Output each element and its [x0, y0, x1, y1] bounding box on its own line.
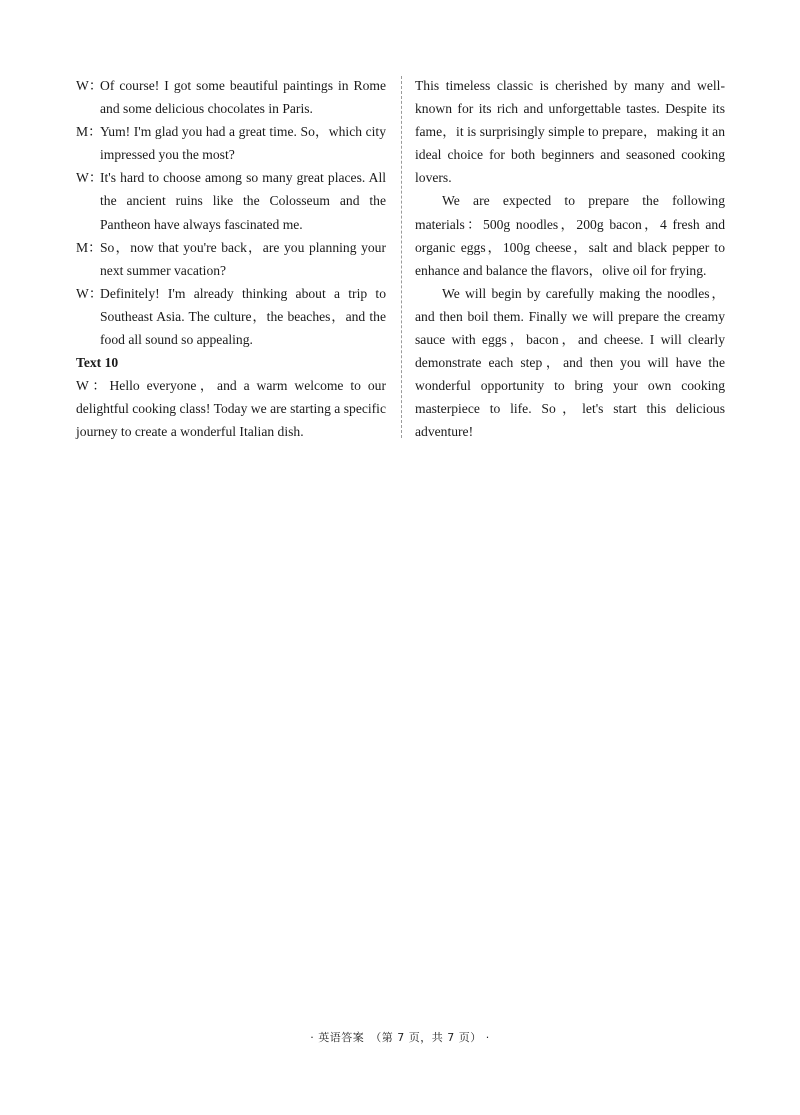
paragraph: We will begin by carefully making the noodles，and then boil them. Finally we will prepare the creamy sauce with eggs，bacon，and cheese. I will clearly demonstrate each step，and then you will have the wonderful opportunity to bring your own cooking masterpiece to life. So，let's start this delicious adventure!: [415, 285, 725, 440]
speaker-label: M：: [76, 239, 102, 255]
dialogue-text: Yum! I'm glad you had a great time. So，which city impressed you the most?: [100, 124, 386, 163]
dialogue-text: It's hard to choose among so many great places. All the ancient ruins like the Colosseum and the Pantheon have always fascinated me.: [100, 170, 386, 232]
dialogue-turn: [76, 74, 386, 120]
dialogue-text: So，now that you're back，are you planning your next summer vacation?: [100, 239, 386, 278]
section-heading: Text 10: [76, 355, 119, 371]
paragraph: We are expected to prepare the following materials：500g noodles，200g bacon，4 fresh and organic eggs，100g cheese，salt and black pepper to enhance and balance the flavors，olive oil for frying.: [415, 193, 725, 278]
dialogue-turn: [76, 166, 386, 235]
dialogue-text: Of course! I got some beautiful paintings in Rome and some delicious chocolates in Paris.: [100, 78, 386, 117]
dialogue-turn: [76, 282, 386, 351]
speaker-label: W：: [76, 285, 103, 301]
dialogue-turn: [76, 236, 386, 282]
paragraph: This timeless classic is cherished by many and well-known for its rich and unforgettable tastes. Despite its fame，it is surprisingly simple to prepare，making it an ideal choice for both beginners and seasoned cooking lovers.: [415, 78, 725, 186]
speaker-label: W：: [76, 78, 103, 93]
page-footer: · 英语答案 （第 7 页，共 7 页） ·: [310, 1031, 490, 1044]
dialogue-text: Definitely! I'm already thinking about a trip to Southeast Asia. The culture，the beaches，and the food all sound so appealing.: [100, 285, 386, 348]
text10-intro: W：Hello everyone，and a warm welcome to our delightful cooking class! Today we are starting a specific journey to create a wonderful Italian dish.: [76, 378, 386, 440]
column-divider: [401, 76, 402, 438]
left-column: [76, 74, 386, 444]
speaker-label: W：: [76, 170, 103, 186]
dialogue-turn: [76, 120, 386, 166]
speaker-label: M：: [76, 124, 102, 140]
right-column: [415, 74, 725, 444]
